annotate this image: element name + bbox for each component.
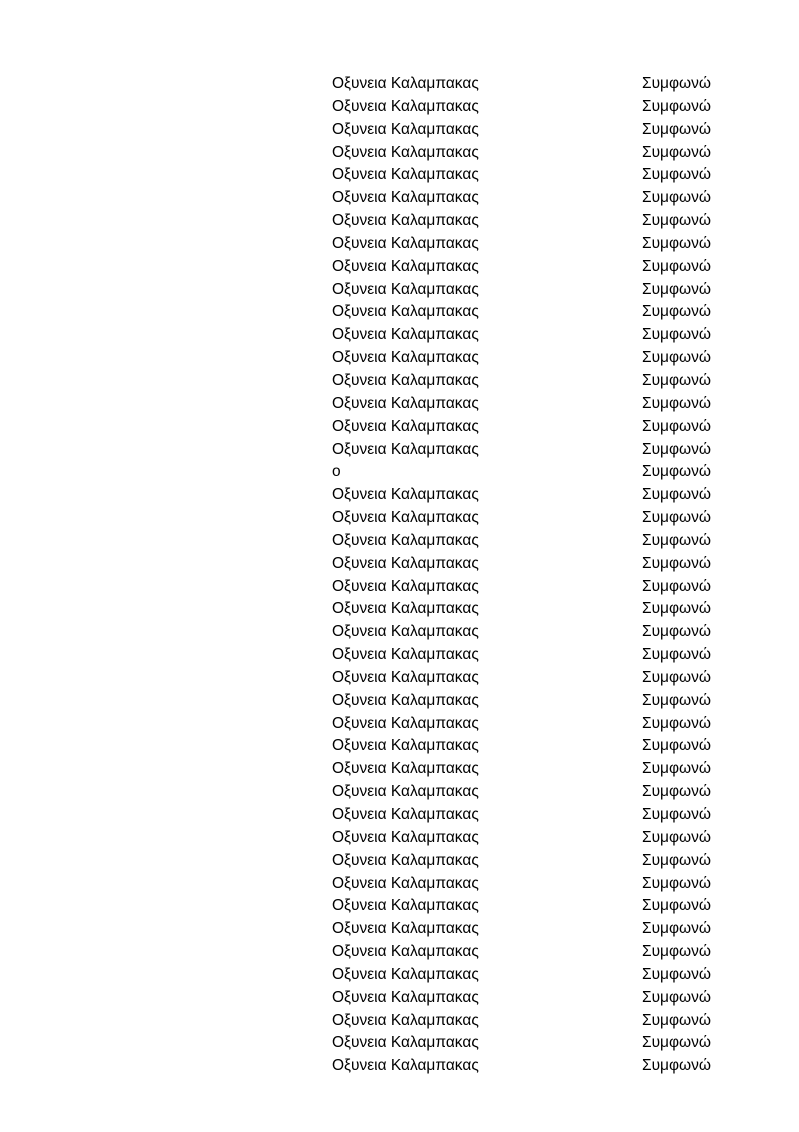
list-item: [332, 553, 732, 576]
status-cell: Συμφωνώ: [642, 349, 711, 367]
name-cell: Οξυνεια Καλαμπακας: [332, 965, 479, 983]
name-cell: Οξυνεια Καλαμπακας: [332, 714, 479, 732]
status-cell: Συμφωνώ: [642, 554, 711, 572]
status-cell: Συμφωνώ: [642, 97, 711, 115]
list-item: [332, 73, 732, 96]
status-cell: Συμφωνώ: [642, 189, 711, 207]
list-item: [332, 873, 732, 896]
list-item: [332, 484, 732, 507]
list-item: [332, 621, 732, 644]
name-cell: Οξυνεια Καλαμπακας: [332, 212, 479, 230]
status-cell: Συμφωνώ: [642, 257, 711, 275]
name-cell: Οξυνεια Καλαμπακας: [332, 737, 479, 755]
name-cell: Οξυνεια Καλαμπακας: [332, 417, 479, 435]
status-cell: Συμφωνώ: [642, 623, 711, 641]
status-cell: Συμφωνώ: [642, 1011, 711, 1029]
status-cell: Συμφωνώ: [642, 783, 711, 801]
status-cell: Συμφωνώ: [642, 486, 711, 504]
name-cell: Οξυνεια Καλαμπακας: [332, 646, 479, 664]
name-cell: Οξυνεια Καλαμπακας: [332, 75, 479, 92]
status-cell: Συμφωνώ: [642, 394, 711, 412]
list-item: [332, 850, 732, 873]
name-cell: Οξυνεια Καλαμπακας: [332, 97, 479, 115]
name-cell: Οξυνεια Καλαμπακας: [332, 943, 479, 961]
list-item: [332, 96, 732, 119]
status-cell: Συμφωνώ: [642, 303, 711, 321]
status-cell: Συμφωνώ: [642, 326, 711, 344]
name-cell: Οξυνεια Καλαμπακας: [332, 577, 479, 595]
status-cell: Συμφωνώ: [642, 234, 711, 252]
name-cell: Οξυνεια Καλαμπακας: [332, 303, 479, 321]
name-cell: Οξυνεια Καλαμπακας: [332, 394, 479, 412]
status-cell: Συμφωνώ: [642, 943, 711, 961]
status-cell: Συμφωνώ: [642, 851, 711, 869]
name-cell: Οξυνεια Καλαμπακας: [332, 326, 479, 344]
list-item: [332, 895, 732, 918]
list-item: [332, 370, 732, 393]
name-cell: Οξυνεια Καλαμπακας: [332, 668, 479, 686]
list-item: [332, 918, 732, 941]
list-item: [332, 256, 732, 279]
list-item: [332, 735, 732, 758]
list-item: [332, 393, 732, 416]
status-cell: Συμφωνώ: [642, 714, 711, 732]
status-cell: Συμφωνώ: [642, 988, 711, 1006]
status-cell: Συμφωνώ: [642, 440, 711, 458]
name-cell: Οξυνεια Καλαμπακας: [332, 806, 479, 823]
list-item: [332, 347, 732, 370]
name-cell: Οξυνεια Καλαμπακας: [332, 280, 479, 298]
list-item: [332, 713, 732, 736]
status-cell: Συμφωνώ: [642, 1034, 711, 1052]
list-item: [332, 644, 732, 667]
list-item: [332, 758, 732, 781]
response-list: [332, 73, 732, 1078]
name-cell: Οξυνεια Καλαμπακας: [332, 1034, 479, 1052]
status-cell: Συμφωνώ: [642, 828, 711, 846]
list-item: [332, 576, 732, 599]
status-cell: Συμφωνώ: [642, 646, 711, 664]
name-cell: Οξυνεια Καλαμπακας: [332, 851, 479, 869]
list-item: [332, 1055, 732, 1078]
status-cell: Συμφωνώ: [642, 691, 711, 709]
list-item: [332, 1010, 732, 1033]
name-cell: Οξυνεια Καλαμπακας: [332, 531, 479, 549]
name-cell: Οξυνεια Καλαμπακας: [332, 783, 479, 801]
name-cell: Οξυνεια Καλαμπακας: [332, 166, 479, 184]
list-item: [332, 142, 732, 165]
status-cell: Συμφωνώ: [642, 143, 711, 161]
name-cell: Οξυνεια Καλαμπακας: [332, 189, 479, 207]
name-cell: Οξυνεια Καλαμπακας: [332, 874, 479, 892]
name-cell: Οξυνεια Καλαμπακας: [332, 897, 479, 915]
list-item: [332, 941, 732, 964]
name-cell: Οξυνεια Καλαμπακας: [332, 1057, 479, 1075]
status-cell: Συμφωνώ: [642, 897, 711, 915]
list-item: [332, 667, 732, 690]
name-cell: ο: [332, 463, 341, 481]
name-cell: Οξυνεια Καλαμπακας: [332, 120, 479, 138]
status-cell: Συμφωνώ: [642, 920, 711, 938]
status-cell: Συμφωνώ: [642, 668, 711, 686]
list-item: [332, 781, 732, 804]
status-cell: Συμφωνώ: [642, 874, 711, 892]
name-cell: Οξυνεια Καλαμπακας: [332, 691, 479, 709]
name-cell: Οξυνεια Καλαμπακας: [332, 1011, 479, 1029]
list-item: [332, 507, 732, 530]
status-cell: Συμφωνώ: [642, 509, 711, 527]
list-item: [332, 598, 732, 621]
list-item: [332, 530, 732, 553]
status-cell: Συμφωνώ: [642, 531, 711, 549]
status-cell: Συμφωνώ: [642, 166, 711, 184]
list-item: [332, 964, 732, 987]
name-cell: Οξυνεια Καλαμπακας: [332, 234, 479, 252]
list-item: [332, 187, 732, 210]
list-item: [332, 439, 732, 462]
list-item: [332, 804, 732, 827]
status-cell: Συμφωνώ: [642, 120, 711, 138]
list-item: [332, 461, 732, 484]
name-cell: Οξυνεια Καλαμπακας: [332, 828, 479, 846]
status-cell: Συμφωνώ: [642, 1057, 711, 1075]
status-cell: Συμφωνώ: [642, 280, 711, 298]
status-cell: Συμφωνώ: [642, 577, 711, 595]
list-item: [332, 416, 732, 439]
list-item: [332, 279, 732, 302]
status-cell: Συμφωνώ: [642, 737, 711, 755]
name-cell: Οξυνεια Καλαμπακας: [332, 988, 479, 1006]
name-cell: Οξυνεια Καλαμπακας: [332, 486, 479, 504]
list-item: [332, 164, 732, 187]
status-cell: Συμφωνώ: [642, 463, 711, 481]
status-cell: Συμφωνώ: [642, 417, 711, 435]
list-item: [332, 233, 732, 256]
status-cell: Συμφωνώ: [642, 806, 711, 823]
status-cell: Συμφωνώ: [642, 965, 711, 983]
list-item: [332, 987, 732, 1010]
name-cell: Οξυνεια Καλαμπακας: [332, 257, 479, 275]
status-cell: Συμφωνώ: [642, 760, 711, 778]
list-item: [332, 324, 732, 347]
status-cell: Συμφωνώ: [642, 212, 711, 230]
name-cell: Οξυνεια Καλαμπακας: [332, 440, 479, 458]
name-cell: Οξυνεια Καλαμπακας: [332, 143, 479, 161]
name-cell: Οξυνεια Καλαμπακας: [332, 623, 479, 641]
status-cell: Συμφωνώ: [642, 600, 711, 618]
name-cell: Οξυνεια Καλαμπακας: [332, 509, 479, 527]
status-cell: Συμφωνώ: [642, 371, 711, 389]
list-item: [332, 210, 732, 233]
name-cell: Οξυνεια Καλαμπακας: [332, 554, 479, 572]
name-cell: Οξυνεια Καλαμπακας: [332, 349, 479, 367]
list-item: [332, 119, 732, 142]
name-cell: Οξυνεια Καλαμπακας: [332, 920, 479, 938]
list-item: [332, 827, 732, 850]
status-cell: Συμφωνώ: [642, 75, 711, 92]
list-item: [332, 301, 732, 324]
name-cell: Οξυνεια Καλαμπακας: [332, 600, 479, 618]
list-item: [332, 1032, 732, 1055]
name-cell: Οξυνεια Καλαμπακας: [332, 371, 479, 389]
name-cell: Οξυνεια Καλαμπακας: [332, 760, 479, 778]
list-item: [332, 690, 732, 713]
